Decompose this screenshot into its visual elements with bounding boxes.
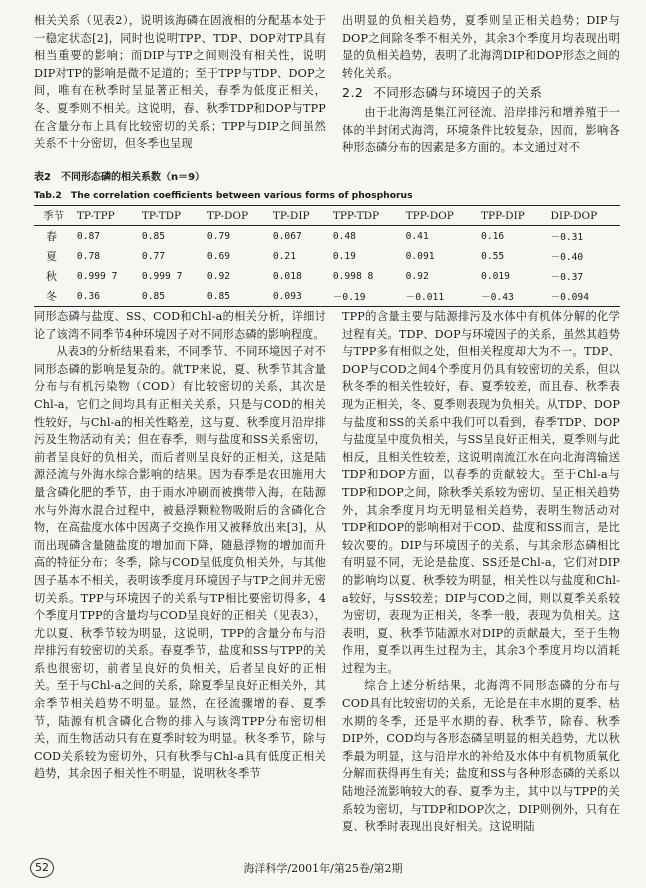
text-column-top-right xyxy=(342,12,620,157)
table-cell: －0.31 xyxy=(550,232,584,243)
paragraph: 出明显的负相关趋势，夏季则呈正相关趋势；DIP与DOP之间除冬季不相关外，其余3个季度月均表现出明显的负相关趋势，表明了北海湾DIP和DOP形态之间的转化关系。 xyxy=(342,14,620,80)
table-cell: 0.16 xyxy=(481,230,505,242)
season-cell: 秋 xyxy=(45,270,57,283)
table-2 xyxy=(34,168,620,307)
table-cell: 0.85 xyxy=(141,230,166,242)
text-column-bottom-right xyxy=(342,308,620,836)
table-cell: 0.85 xyxy=(138,286,203,307)
header-cell: TPP-DOP xyxy=(402,206,477,226)
page-number: 52 xyxy=(30,858,54,878)
season-cell: 春 xyxy=(45,230,57,243)
table-cell: 0.78 xyxy=(76,250,101,262)
journal-info: 海洋科学/2001年/第25卷/第2期 xyxy=(243,862,403,875)
header-cell: TPP-TDP xyxy=(329,206,402,226)
header-cell: 季节 xyxy=(34,206,73,226)
table-cell: 0.999 7 xyxy=(76,270,118,282)
section-number: 2.2 xyxy=(342,85,364,101)
table-cell: 0.41 xyxy=(405,230,429,242)
table-cell: 0.85 xyxy=(203,286,269,307)
table-cell: 0.19 xyxy=(332,250,356,262)
table-cell: 0.21 xyxy=(272,250,296,262)
table-row xyxy=(34,266,620,286)
table-cell: －0.011 xyxy=(402,286,477,307)
table-cell: 0.093 xyxy=(269,286,329,307)
table-cell: 0.48 xyxy=(332,230,356,242)
paragraph: 同形态磷与盐度、SS、COD和Chl-a的相关分析，详细讨论了该湾不同季节4种环境因子对不同形态磷的影响程度。 xyxy=(34,310,326,341)
table-row xyxy=(34,226,620,247)
paragraph: 从表3的分析结果看来，不同季节、不同环境因子对不同形态磷的影响是复杂的。就TP来说，夏、秋季节其含量分布与有机污染物（COD）有比较密切的关系，其次是Chl-a，它们之间均具有正相关关系，只是与COD的相关性较好，与Chl-a的相关性略差，这与夏、秋季度月沿岸排污及生物活动有关；但在春季，则与盐度和SS关系密切，前者呈良好的负相关，而后者则呈良好的正相关，这是陆源泾流与外海水综合影响的结果。因为春季是农田施用大量含磷化肥的季节，由于雨水冲刷而被携带入海，在陆源水与外海水混合过程中，被悬浮颗粒物吸附后的含磷化合物，在高盐度水体中因离子交换作用又被释放出来[3]，从而出现磷含量随盐度的增加而下降，随悬浮物的增加而升高的特征分布；冬季，除与COD呈低度负相关外，与其他因子基本不相关，表明该季度月环境因子与TP之间并无密切关系。TPP与环境因子的关系与TP相比要密切得多，4个季度月TPP的含量均与COD呈良好的正相关（见表3），尤以夏、秋季节较为明显，这说明，TPP的含量分布与沿岸排污有较密切的关系。春夏季节，盐度和SS与TPP的关系也很密切，前者呈良好的负相关，后者呈良好的正相关。至于与Chl-a之间的关系，除夏季呈良好正相关外，其余季节相关趋势不明显。显然，在径流骤增的春、夏季节，陆源有机含磷化合物的排入与该湾TPP分布密切相关，而生物活动只有在夏季时较为明显。秋冬季节，除与COD关系较为密切外，只有秋季与Chl-a具有低度正相关趋势，其余因子相关性不明显，说明秋冬季节 xyxy=(34,345,326,781)
section-heading xyxy=(342,84,620,102)
table-row xyxy=(34,286,620,307)
table-header-row xyxy=(34,206,620,226)
text-column-bottom-left xyxy=(34,308,326,783)
table-cell: 0.92 xyxy=(405,270,429,282)
paragraph: 由于北海湾是集江河径流、沿岸排污和增养殖于一体的半封闭式海湾，环境条件比较复杂，因而，影响各种形态磷分布的因素是多方面的。本文通过对不 xyxy=(342,105,620,155)
table-caption-cn: 表2 不同形态磷的相关系数（n＝9） xyxy=(34,172,206,183)
table-cell: －0.094 xyxy=(547,286,621,307)
correlation-table xyxy=(34,205,620,307)
paragraph: TPP的含量主要与陆源排污及水体中有机体分解的化学过程有关。TDP、DOP与环境因子的关系，虽然其趋势与TPP多有相似之处，但相关程度却大为不一。TDP、DOP与COD之间4个季度月仍具有较密切的关系，但以秋冬季的相关性较好，春、夏季较差，而且春、秋季表现为正相关，冬、夏季则表现为负相关。从TDP、DOP与盐度和SS的关系中我们可以看到，春季TDP、DOP与盐度呈中度负相关，与SS呈良好正相关，夏季则与此相反，且相关性较差，这说明南流江水在向北海湾输送TDP和DOP方面，以春季的贡献较大。至于Chl-a与TDP和DOP之间，除秋季关系较为密切、呈正相关趋势外，其余季度月均无明显相关趋势，表明生物活动对TDP和DOP的影响相对于COD、盐度和SS而言，是比较次要的。DIP与环境因子的关系，与其余形态磷相比有明显不同，无论是盐度、SS还是Chl-a，它们对DIP的影响均以夏、秋季较为明显，相关性以与盐度和Chl-a较好，与SS较差；DIP与COD之间，则以夏季关系较为密切，表现为正相关，冬季一般，表现为负相关。这表明，夏、秋季节陆源水对DIP的贡献最大，至于生物作用，夏季以再生过程为主，其余3个季度月均以消耗过程为主。 xyxy=(342,310,620,675)
table-cell: 0.36 xyxy=(73,286,138,307)
header-cell: TP-DOP xyxy=(203,206,269,226)
season-cell: 夏 xyxy=(45,250,57,263)
table-caption-en: Tab.2 The correlation coefficients between various forms of phosphorus xyxy=(34,190,413,201)
table-cell: 0.019 xyxy=(481,270,510,282)
header-cell: TP-DIP xyxy=(269,206,329,226)
table-row xyxy=(34,246,620,266)
table-cell: 0.091 xyxy=(405,250,435,262)
paragraph: 综合上述分析结果，北海湾不同形态磷的分布与COD具有比较密切的关系，无论是在丰水期的夏季、枯水期的冬季，还是平水期的春、秋季节，除春、秋季DIP外，COD均与各形态磷呈明显的相关趋势，尤以秋季最为明显，这与沿岸水的补给及水体中有机物质氧化分解而获得再生有关；盐度和SS与各种形态磷的关系以陆地泾流影响较大的春、夏季为主，其中以与TPP的关系较为密切，与TDP和DOP次之，DIP则例外，只有在夏、秋季时表现出良好相关。这说明陆 xyxy=(342,679,620,834)
table-cell: 0.018 xyxy=(272,270,302,282)
table-cell: 0.79 xyxy=(206,230,231,242)
table-cell: 0.998 8 xyxy=(332,270,374,282)
table-cell: －0.19 xyxy=(329,286,402,307)
table-cell: 0.999 7 xyxy=(141,270,183,282)
season-cell: 冬 xyxy=(34,286,73,307)
table-cell: 0.87 xyxy=(76,230,101,242)
header-cell: TP-TDP xyxy=(138,206,203,226)
header-cell: DIP-DOP xyxy=(547,206,621,226)
table-cell: 0.69 xyxy=(206,250,231,262)
header-cell: TP-TPP xyxy=(73,206,138,226)
table-cell: 0.55 xyxy=(481,250,505,262)
table-cell: 0.92 xyxy=(206,270,231,282)
table-cell: －0.40 xyxy=(550,252,584,263)
table-cell: 0.77 xyxy=(141,250,166,262)
page-footer xyxy=(0,858,646,882)
table-cell: 0.067 xyxy=(272,230,302,242)
text-column-top-left xyxy=(34,12,326,153)
paragraph: 相关关系（见表2），说明该海磷在固液相的分配基本处于一稳定状态[2]，同时也说明TPP、TDP、DOP对TP具有相当重要的影响；而DIP与TP之间则没有相关性，说明DIP对TP的影响是微不足道的；至于TPP与TDP、DOP之间，唯有在秋季时呈显著正相关，春季为低度正相关，冬、夏季则不相关。这说明，春、秋季TDP和DOP与TPP在含量分布上具有比较密切的关系；TPP与DIP之间虽然关系不十分密切，但冬季也呈现 xyxy=(34,14,326,151)
table-cell: －0.37 xyxy=(550,272,584,283)
table-cell: －0.43 xyxy=(477,286,546,307)
header-cell: TPP-DIP xyxy=(477,206,546,226)
section-title: 不同形态磷与环境因子的关系 xyxy=(373,85,543,101)
